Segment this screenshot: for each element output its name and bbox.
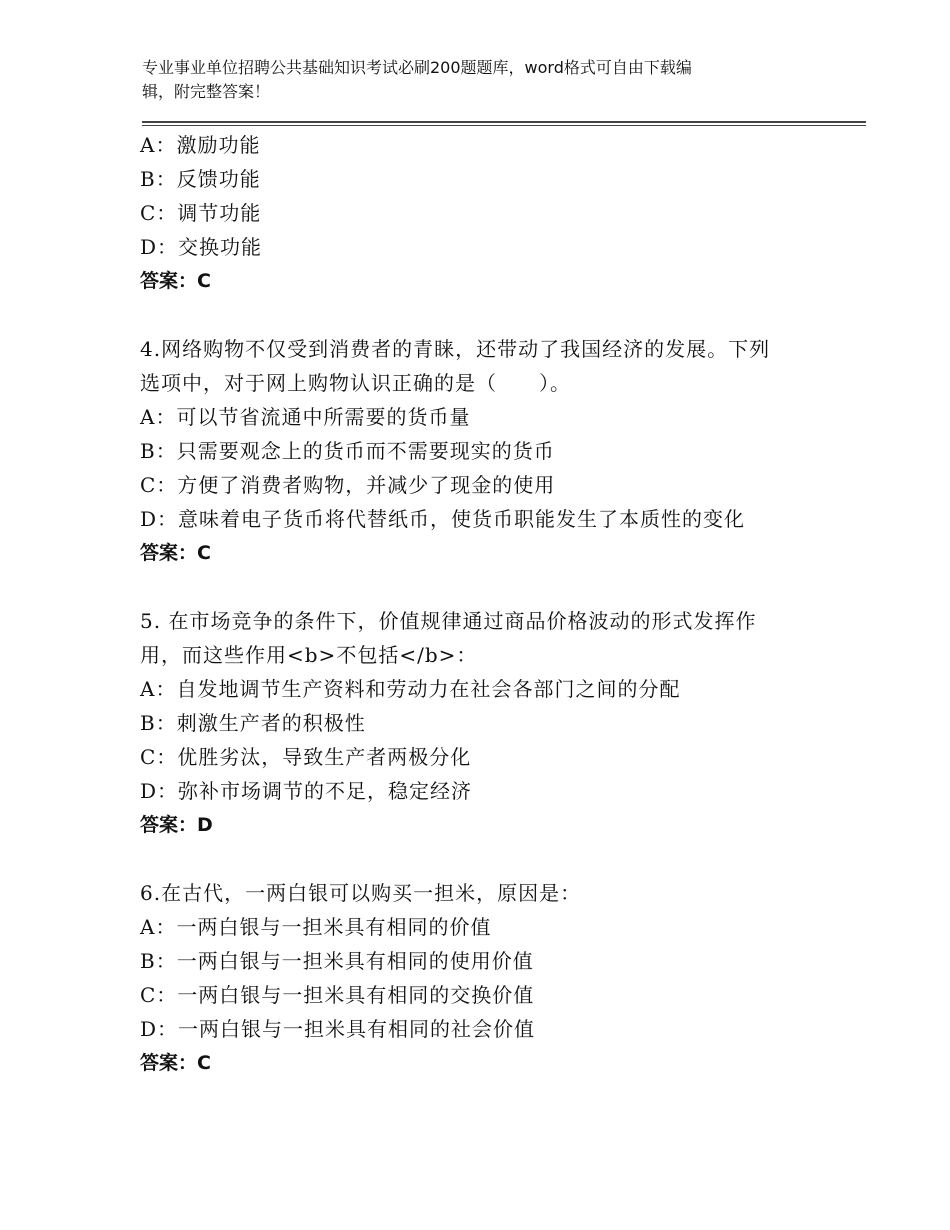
option-c: C：一两白银与一担米具有相同的交换价值 xyxy=(140,983,535,1007)
option-d: D：交换功能 xyxy=(140,235,263,259)
document-header xyxy=(142,56,802,104)
option-a: A：自发地调节生产资料和劳动力在社会各部门之间的分配 xyxy=(140,677,681,701)
option-c: C：调节功能 xyxy=(140,201,262,225)
question-3 xyxy=(140,128,820,298)
answer-label: 答案：C xyxy=(140,270,211,292)
question-stem-line-1: 6.在古代，一两白银可以购买一担米，原因是： xyxy=(140,881,582,905)
option-c: C：方便了消费者购物，并减少了现金的使用 xyxy=(140,473,556,497)
header-divider-thin xyxy=(142,125,866,126)
header-line-1: 专业事业单位招聘公共基础知识考试必刷200题题库，word格式可自由下载编 xyxy=(142,58,692,77)
question-stem-line-1: 5. 在市场竞争的条件下，价值规律通过商品价格波动的形式发挥作 xyxy=(140,609,757,633)
option-b: B：反馈功能 xyxy=(140,167,261,191)
question-4 xyxy=(140,332,820,570)
answer-label: 答案：C xyxy=(140,542,211,564)
header-divider-thick xyxy=(142,121,866,123)
option-d: D：弥补市场调节的不足，稳定经济 xyxy=(140,779,473,803)
option-a: A：可以节省流通中所需要的货币量 xyxy=(140,405,471,429)
option-b: B：刺激生产者的积极性 xyxy=(140,711,366,735)
spacer xyxy=(140,570,820,604)
answer-label: 答案：C xyxy=(140,1052,211,1074)
question-5 xyxy=(140,604,820,842)
option-c: C：优胜劣汰，导致生产者两极分化 xyxy=(140,745,472,769)
spacer xyxy=(140,298,820,332)
answer-label: 答案：D xyxy=(140,814,213,836)
spacer xyxy=(140,842,820,876)
question-stem-line-1: 4.网络购物不仅受到消费者的青睐，还带动了我国经济的发展。下列 xyxy=(140,337,771,361)
option-a: A：激励功能 xyxy=(140,133,261,157)
header-line-2: 辑，附完整答案！ xyxy=(142,82,271,101)
option-d: D：意味着电子货币将代替纸币，使货币职能发生了本质性的变化 xyxy=(140,507,746,531)
option-a: A：一两白银与一担米具有相同的价值 xyxy=(140,915,492,939)
question-stem-line-2: 用，而这些作用<b>不包括</b>： xyxy=(140,643,478,667)
question-6 xyxy=(140,876,820,1080)
option-b: B：只需要观念上的货币而不需要现实的货币 xyxy=(140,439,555,463)
question-stem-line-2: 选项中，对于网上购物认识正确的是（ ）。 xyxy=(140,371,571,395)
option-b: B：一两白银与一担米具有相同的使用价值 xyxy=(140,949,534,973)
option-d: D：一两白银与一担米具有相同的社会价值 xyxy=(140,1017,536,1041)
question-list xyxy=(140,128,820,1080)
